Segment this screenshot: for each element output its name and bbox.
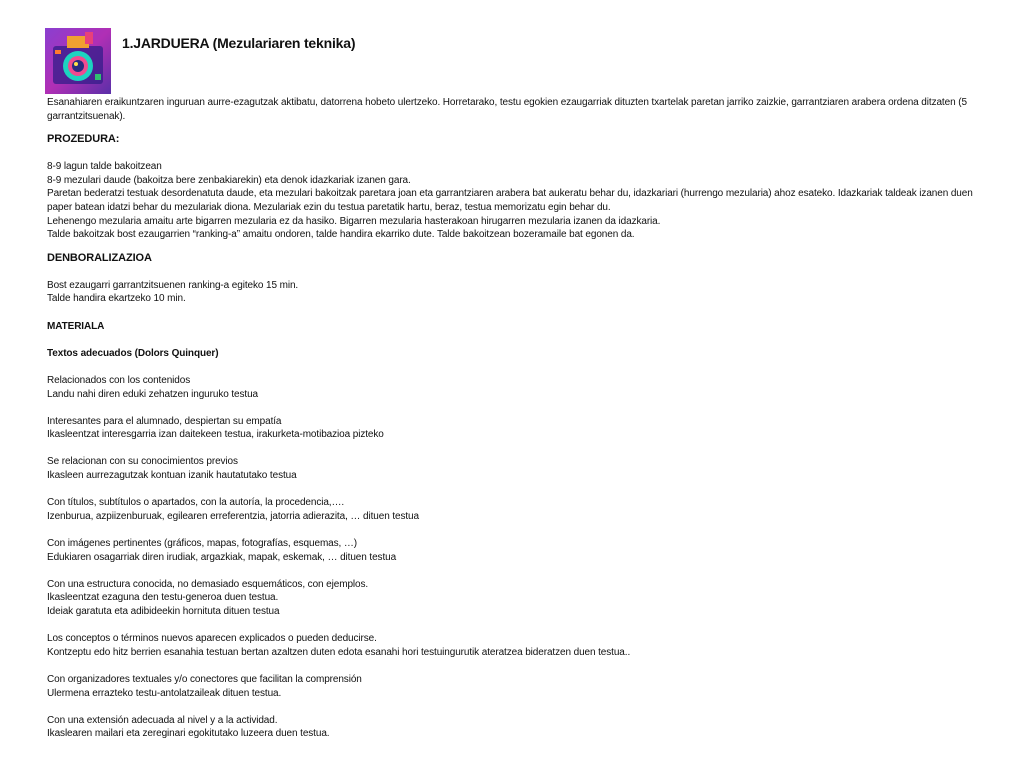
materiala-line: Los conceptos o términos nuevos aparecen explicados o pueden deducirse. bbox=[47, 633, 377, 645]
materiala-group bbox=[47, 632, 992, 659]
materiala-group bbox=[47, 455, 992, 482]
colorful-camera-logo-icon bbox=[45, 28, 111, 94]
materiala-line: Interesantes para el alumnado, despiertan su empatía bbox=[47, 415, 282, 427]
materiala-line: Landu nahi diren eduki zehatzen inguruko testua bbox=[47, 388, 259, 400]
materiala-group bbox=[47, 496, 992, 523]
prozedura-section bbox=[47, 160, 992, 242]
materiala-group bbox=[47, 537, 992, 564]
materiala-line: Relacionados con los contenidos bbox=[47, 374, 191, 386]
materiala-group bbox=[47, 374, 992, 401]
materiala-group bbox=[47, 415, 992, 442]
materiala-line: Ideiak garatuta eta adibideekin hornituta dituen testua bbox=[47, 606, 280, 617]
materiala-line: Ikasleentzat interesgarria izan daitekeen testua, irakurketa-motibazioa pizteko bbox=[47, 429, 384, 441]
materiala-line: Con organizadores textuales y/o conectores que facilitan la comprensión bbox=[47, 673, 362, 685]
page-title: 1.JARDUERA (Mezulariaren teknika) bbox=[122, 35, 356, 51]
materiala-line: Ikaslearen mailari eta zereginari egokitutako luzeera duen testua. bbox=[47, 728, 330, 740]
denboralizazioa-section bbox=[47, 279, 992, 306]
materiala-heading: MATERIALA bbox=[47, 320, 105, 332]
materiala-line: Con una extensión adecuada al nivel y a la actividad. bbox=[47, 714, 278, 726]
denboralizazioa-heading: DENBORALIZAZIOA bbox=[47, 251, 152, 264]
materiala-line: Ikasleentzat ezaguna den testu-generoa duen testua. bbox=[47, 592, 279, 604]
prozedura-line: Lehenengo mezularia amaitu arte bigarren mezularia ez da hasiko. Bigarren mezularia hasterakoan hirugarren mezularia izanen da idazkaria. bbox=[47, 215, 661, 227]
materiala-line: Ikasleen aurrezagutzak kontuan izanik hautatutako testua bbox=[47, 470, 297, 482]
denboralizazioa-line: Bost ezaugarri garrantzitsuenen ranking-a egiteko 15 min. bbox=[47, 279, 299, 291]
prozedura-line: Paretan bederatzi testuak desordenatuta daude, eta mezulari bakoitzak paretara joan eta garrantziaren arabera bat aukeratu behar du, idazkariari (hurrengo mezularia) ahoz esateko. Idazkariak taldeak izanen duen paper batean idatzi behar du mezulariak diona. Mezulariak ezin du testua paretatik hartu, beraz, testua memorizatu egin behar du. bbox=[47, 188, 973, 213]
materiala-group bbox=[47, 578, 992, 619]
document-body bbox=[47, 96, 992, 741]
materiala-group bbox=[47, 673, 992, 700]
materiala-line: Con una estructura conocida, no demasiado esquemáticos, con ejemplos. bbox=[47, 578, 369, 590]
materiala-line: Se relacionan con su conocimientos previos bbox=[47, 456, 238, 468]
materiala-line: Edukiaren osagarriak diren irudiak, argazkiak, mapak, eskemak, … dituen testua bbox=[47, 551, 397, 563]
prozedura-line: 8-9 mezulari daude (bakoitza bere zenbakiarekin) eta denok idazkariak izanen gara. bbox=[47, 174, 411, 186]
materiala-line: Con títulos, subtítulos o apartados, con la autoría, la procedencia,…. bbox=[47, 497, 345, 509]
materiala-group bbox=[47, 714, 992, 741]
prozedura-line: Talde bakoitzak bost ezaugarrien “ranking-a” amaitu ondoren, talde handira ekarriko dute. Talde bakoitzean bozeramaile bat egonen da. bbox=[47, 229, 635, 241]
prozedura-line: 8-9 lagun talde bakoitzean bbox=[47, 161, 162, 173]
denboralizazioa-line: Talde handira ekartzeko 10 min. bbox=[47, 293, 186, 305]
materiala-line: Con imágenes pertinentes (gráficos, mapas, fotografías, esquemas, …) bbox=[47, 538, 358, 550]
materiala-line: Izenburua, azpiizenburuak, egilearen erreferentzia, jatorria adierazita, … dituen testua bbox=[47, 510, 419, 522]
materiala-line: Ulermena errazteko testu-antolatzaileak dituen testua. bbox=[47, 687, 282, 699]
prozedura-heading: PROZEDURA: bbox=[47, 133, 120, 146]
materiala-subheading: Textos adecuados (Dolors Quinquer) bbox=[47, 347, 219, 359]
materiala-line: Kontzeptu edo hitz berrien esanahia testuan bertan azaltzen duten edota esanahi hori testuingurutik ateratzea bideratzen duen testua.. bbox=[47, 646, 631, 658]
intro-paragraph: Esanahiaren eraikuntzaren inguruan aurre-ezagutzak aktibatu, datorrena hobeto ulertzeko. Horretarako, testu egokien ezaugarriak dituzten txartelak paretan jarriko zaizkie, garrantziaren arabera ordena ditzaten (5 garrantzitsuenak). bbox=[47, 97, 967, 122]
